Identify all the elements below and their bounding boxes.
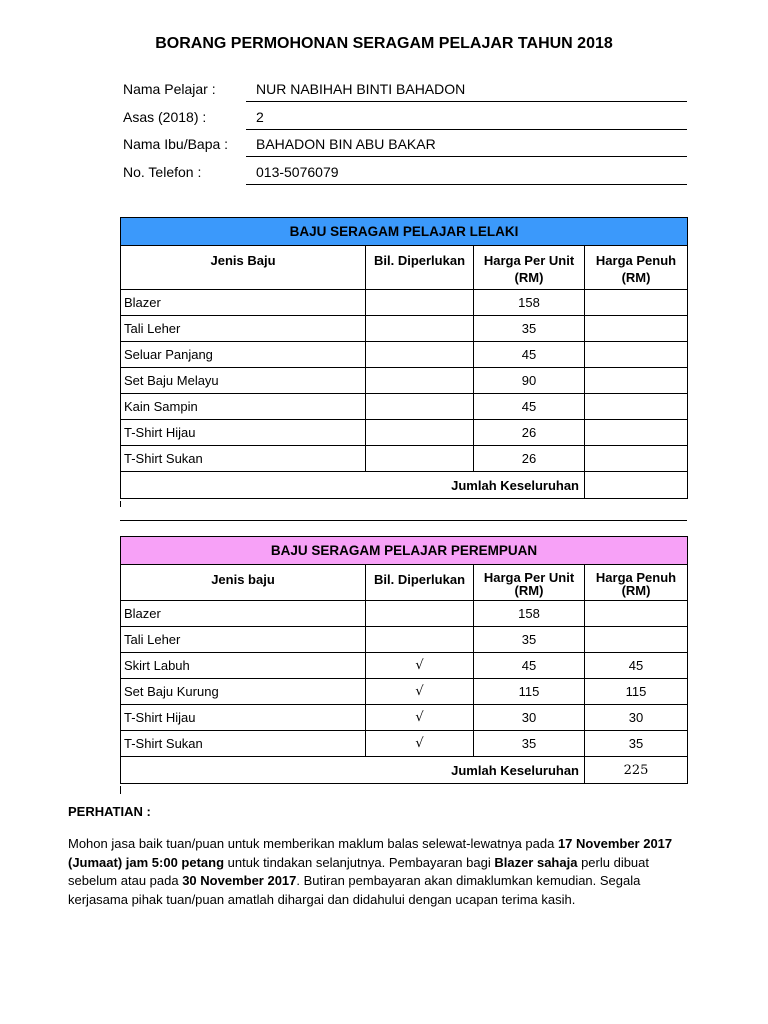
col-header-bil [366,246,474,290]
unit-price-cell: 35 [474,316,585,342]
qty-input-cell[interactable] [366,446,474,472]
item-cell: T-Shirt Hijau [121,705,366,731]
col-header-bil-text: Bil. Diperlukan [373,572,466,587]
info-value-field[interactable] [246,107,687,130]
qty-input-cell[interactable]: √ [366,653,474,679]
unit-price-cell: 30 [474,705,585,731]
total-label: Jumlah Keseluruhan [121,472,585,499]
info-value: BAHADON BIN ABU BAKAR [256,136,436,152]
unit-price-cell: 158 [474,290,585,316]
table-row [121,342,688,368]
full-price-cell[interactable] [585,627,688,653]
col-header-per-unit-line1: Harga Per Unit [483,570,575,585]
item-cell: T-Shirt Sukan [121,446,366,472]
col-header-jenis-text: Jenis baju [211,572,275,587]
qty-input-cell[interactable] [366,601,474,627]
col-header-bil-text: Bil. Diperlukan [373,253,466,268]
table-row [121,368,688,394]
table-tail-line [120,501,687,521]
full-price-cell[interactable] [585,316,688,342]
unit-price-cell: 26 [474,420,585,446]
table-row [121,316,688,342]
table-row [121,653,688,679]
table-perempuan-title: BAJU SERAGAM PELAJAR PEREMPUAN [121,537,688,565]
full-price-cell[interactable]: 30 [585,705,688,731]
unit-price-cell: 115 [474,679,585,705]
item-cell: Blazer [121,601,366,627]
full-price-cell[interactable]: 45 [585,653,688,679]
qty-input-cell[interactable] [366,368,474,394]
info-label: Asas (2018) : [123,109,207,125]
qty-input-cell[interactable]: √ [366,705,474,731]
info-value-field[interactable] [246,79,687,102]
info-label: Nama Ibu/Bapa : [123,136,229,152]
notice-text [68,835,696,909]
qty-input-cell[interactable] [366,627,474,653]
table-perempuan [120,536,688,784]
col-header-per-unit [474,565,585,601]
col-header-penuh [585,246,688,290]
info-value: NUR NABIHAH BINTI BAHADON [256,81,466,97]
item-cell: Tali Leher [121,316,366,342]
col-header-per-unit [474,246,585,290]
item-cell: Kain Sampin [121,394,366,420]
table-lelaki [120,217,688,499]
notice-bold: 30 November 2017 [182,873,297,888]
full-price-cell[interactable]: 115 [585,679,688,705]
qty-input-cell[interactable] [366,290,474,316]
info-value-field[interactable] [246,162,687,185]
item-cell: Tali Leher [121,627,366,653]
unit-price-cell: 35 [474,731,585,757]
unit-price-cell: 45 [474,394,585,420]
info-value: 013-5076079 [256,164,339,180]
full-price-cell[interactable] [585,601,688,627]
item-cell: T-Shirt Sukan [121,731,366,757]
item-cell: Set Baju Kurung [121,679,366,705]
full-price-cell[interactable] [585,420,688,446]
form-title: BORANG PERMOHONAN SERAGAM PELAJAR TAHUN 2018 [155,35,613,52]
col-header-per-unit-line1: Harga Per Unit [483,253,575,268]
table-tail-left [120,786,121,794]
full-price-cell[interactable]: 35 [585,731,688,757]
info-label: No. Telefon : [123,164,202,180]
notice-bold: Blazer sahaja [494,854,578,870]
qty-input-cell[interactable]: √ [366,731,474,757]
table-row [121,679,688,705]
table-row [121,290,688,316]
info-row-asas [123,107,687,131]
unit-price-cell: 35 [474,627,585,653]
full-price-cell[interactable] [585,368,688,394]
info-row-nama-ibu-bapa [123,134,687,158]
col-header-bil [366,565,474,601]
unit-price-cell: 90 [474,368,585,394]
col-header-jenis [121,565,366,601]
notice-part: untuk tindakan selanjutnya. Pembayaran bagi [224,854,495,870]
col-header-penuh-line1: Harga Penuh [595,570,677,585]
table-row [121,601,688,627]
qty-input-cell[interactable] [366,394,474,420]
notice-bold: 17 November 2017 (Jumaat) jam 5:00 petang [68,836,673,870]
qty-input-cell[interactable]: √ [366,679,474,705]
unit-price-cell: 45 [474,342,585,368]
notice-part: perlu dibuat sebelum atau pada [68,854,650,888]
col-header-penuh-line2: (RM) [621,270,651,285]
item-cell: Set Baju Melayu [121,368,366,394]
info-row-no-telefon [123,162,687,186]
full-price-cell[interactable] [585,394,688,420]
full-price-cell[interactable] [585,290,688,316]
unit-price-cell: 158 [474,601,585,627]
item-cell: Skirt Labuh [121,653,366,679]
info-value: 2 [256,109,264,125]
col-header-jenis [121,246,366,290]
col-header-per-unit-line2: (RM) [514,583,544,598]
col-header-penuh-line1: Harga Penuh [595,253,677,268]
item-cell: Blazer [121,290,366,316]
table-row [121,705,688,731]
total-value-field[interactable]: 225 [585,757,688,784]
table-row [121,446,688,472]
table-row [121,627,688,653]
table-row [121,731,688,757]
qty-input-cell[interactable] [366,420,474,446]
total-label: Jumlah Keseluruhan [121,757,585,784]
notice-part: . Butiran pembayaran akan dimaklumkan kemudian. Segala kerjasama pihak tuan/puan amatlah dihargai dan didahului dengan ucapan terima kasih. [68,873,641,907]
col-header-jenis-text: Jenis Baju [210,253,276,268]
col-header-penuh [585,565,688,601]
info-label: Nama Pelajar : [123,81,216,97]
table-row [121,394,688,420]
table-lelaki-title: BAJU SERAGAM PELAJAR LELAKI [121,218,688,246]
full-price-cell[interactable] [585,446,688,472]
item-cell: T-Shirt Hijau [121,420,366,446]
info-row-nama-pelajar [123,79,687,103]
total-value-field[interactable] [585,472,688,499]
col-header-penuh-line2: (RM) [621,583,651,598]
item-cell: Seluar Panjang [121,342,366,368]
unit-price-cell: 45 [474,653,585,679]
unit-price-cell: 26 [474,446,585,472]
info-value-field[interactable] [246,134,687,157]
notice-heading: PERHATIAN : [68,804,151,819]
full-price-cell[interactable] [585,342,688,368]
col-header-per-unit-line2: (RM) [514,270,544,285]
table-row [121,420,688,446]
qty-input-cell[interactable] [366,316,474,342]
qty-input-cell[interactable] [366,342,474,368]
notice-part: Mohon jasa baik tuan/puan untuk memberikan maklum balas selewat-lewatnya pada [68,836,558,851]
